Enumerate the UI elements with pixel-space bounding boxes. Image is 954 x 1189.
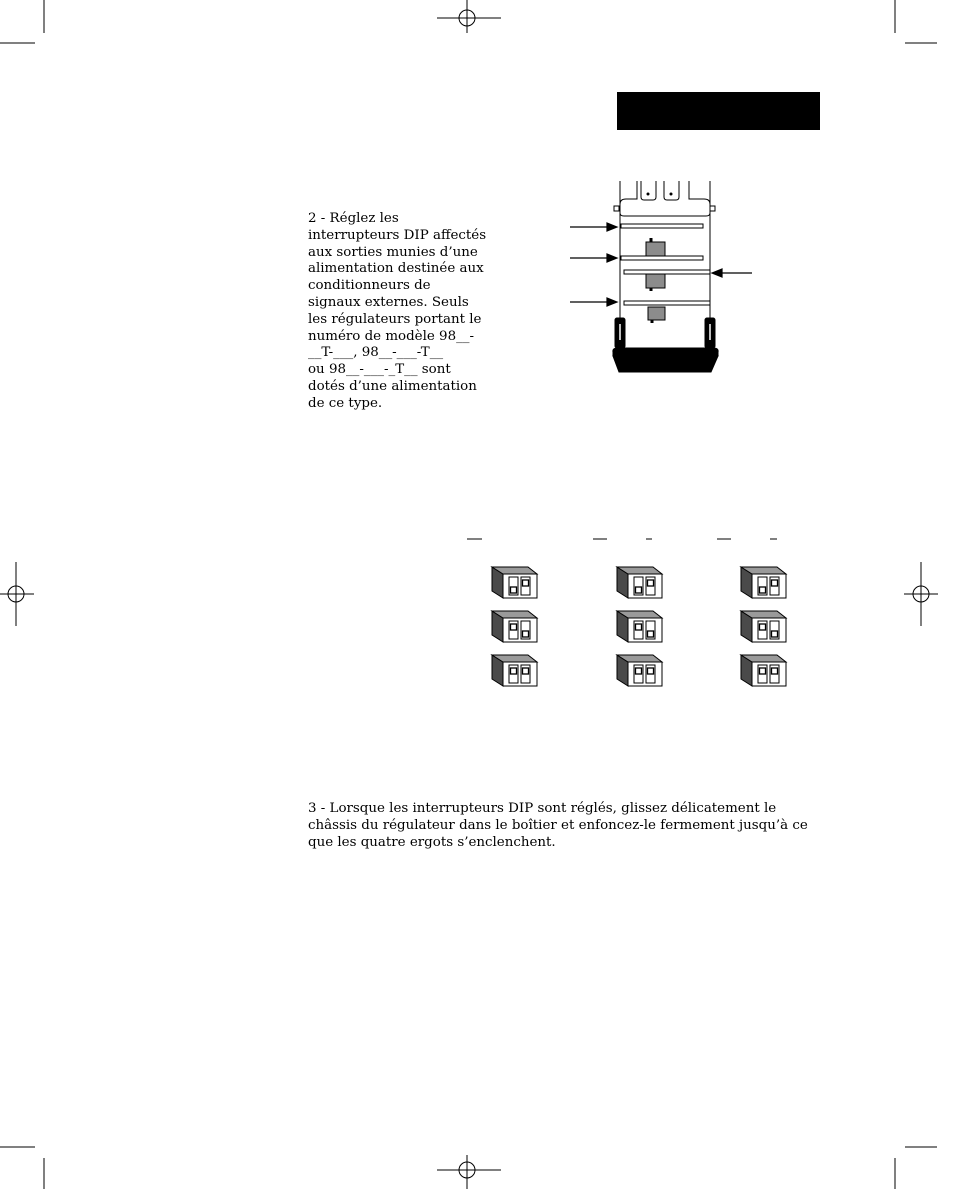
pointer-arrows (570, 223, 752, 306)
dip-switch (617, 655, 662, 686)
step-2-line: conditionneurs de (308, 278, 431, 294)
dip-switch-grid (492, 567, 786, 686)
dip-switch (617, 611, 662, 642)
dip-toggle-knob (636, 587, 642, 593)
dip-switch (617, 567, 662, 598)
dip-toggle-knob (648, 668, 654, 674)
dip-toggle-knob (760, 587, 766, 593)
dip-toggle-knob (511, 624, 517, 630)
step-2-line: alimentation destinée aux (308, 261, 484, 277)
step-2-line: ou 98__-___-_T__ sont (308, 362, 451, 378)
step-2-line: aux sorties munies d’une (308, 244, 478, 260)
step-2-line: signaux externes. Seuls (308, 294, 469, 310)
step-2-line: 2 - Réglez les (308, 211, 399, 226)
step-3-line: châssis du régulateur dans le boîtier et enfoncez-le fermement jusqu’à ce (308, 817, 808, 833)
dip-toggle-knob (760, 624, 766, 630)
registration-mark-right (904, 562, 938, 626)
dip-toggle-knob (772, 580, 778, 586)
step-2-line: de ce type. (308, 395, 383, 411)
dip-switch (492, 611, 537, 642)
dip-switch (741, 611, 786, 642)
dip-toggle-knob (760, 668, 766, 674)
dip-toggle-knob (523, 668, 529, 674)
dip-switch (741, 655, 786, 686)
registration-mark-bottom (437, 1155, 501, 1189)
step-3-line: 3 - Lorsque les interrupteurs DIP sont réglés, glissez délicatement le (308, 801, 777, 816)
dip-toggle-knob (523, 631, 529, 637)
step-2-line: interrupteurs DIP affectés (308, 227, 487, 243)
dip-toggle-knob (648, 580, 654, 586)
dip-toggle-knob (636, 668, 642, 674)
step-2-line: numéro de modèle 98__- (308, 328, 475, 344)
regulator-chassis-drawing (613, 181, 718, 372)
registration-mark-top (437, 0, 501, 33)
dip-switch (492, 567, 537, 598)
dip-toggle-knob (511, 587, 517, 593)
dip-toggle-knob (648, 631, 654, 637)
step-3-line: que les quatre ergots s’enclenchent. (308, 834, 556, 850)
dip-switch (741, 567, 786, 598)
step-2-line: __T-___, 98__-___-T__ (308, 345, 444, 361)
dip-toggle-knob (636, 624, 642, 630)
dip-toggle-knob (772, 631, 778, 637)
step-2-line: les régulateurs portant le (308, 311, 482, 327)
dip-toggle-knob (772, 668, 778, 674)
dip-switch (492, 655, 537, 686)
step-2-line: dotés d’une alimentation (308, 378, 477, 394)
dip-toggle-knob (523, 580, 529, 586)
registration-mark-left (0, 562, 34, 626)
dip-toggle-knob (511, 668, 517, 674)
